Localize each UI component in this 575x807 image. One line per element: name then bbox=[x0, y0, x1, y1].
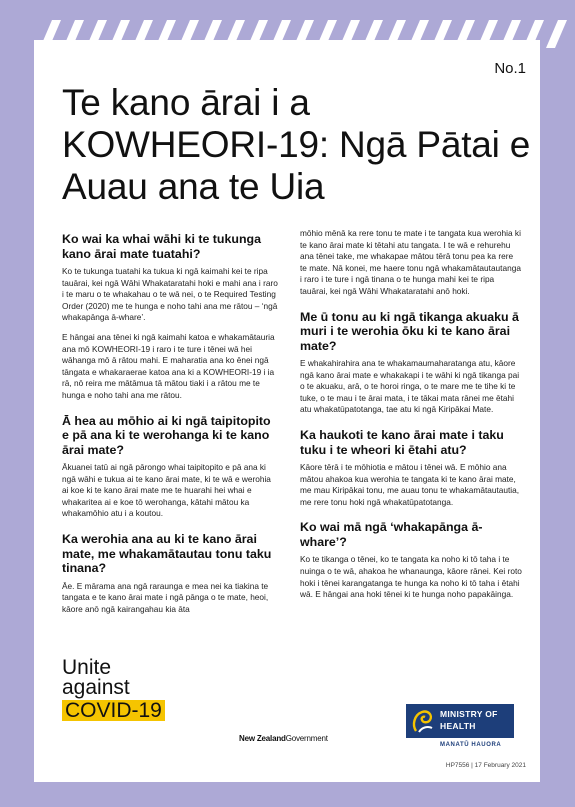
ministry-of-health-logo bbox=[406, 704, 514, 752]
issue-number: No.1 bbox=[494, 60, 526, 77]
faq-question: Me ū tonu au ki ngā tikanga akuaku ā muri i te werohia ōku ki te kano ārai mate? bbox=[300, 309, 519, 353]
faq-answer: mōhio mēnā ka rere tonu te mate i te tangata kua werohia ki te kano ārai mate ki tētahi atu tangata. I te wā e rehurehu ana tēnei take, me whakapae mātou tērā tonu pea ka rere te mate. Nā konei, me haere tonu ngā whakamātautautanga i raro i te ture i ngā tinana o te hunga mahi kei te ripa tauārai, kei ngā Wāhi Whakataratahi anō hoki. bbox=[300, 228, 521, 296]
page-title: Te kano ārai i a KOWHEORI-19: Ngā Pātai e Auau ana te Uia bbox=[62, 82, 531, 207]
unite-against-covid-logo bbox=[62, 658, 165, 721]
koru-icon bbox=[410, 707, 436, 735]
faq-answer: Ākuanei tatū ai ngā pārongo whai taipitopito e pā ana ki ngā wāhi e tukua ai te kano ārai mate, ki te wā e werohia ai koe ki te kano ārai mate me te huarahi hei whai e whakaritea ai e koe tō werohanga, kātahi mātou ka whakamōhio atu i a koutou. bbox=[62, 462, 271, 519]
faq-section bbox=[62, 532, 278, 615]
faq-question: Ko wai ka whai wāhi ki te tukunga kano ārai mate tuatahi? bbox=[62, 232, 261, 261]
faq-answer: E whakahirahira ana te whakamaumaharatanga atu, kāore ngā kano ārai mate e whakakapi i te wāhi ki ngā tikanga pai o te akuaku, arā, o te horoi ringa, o te mare me te tihe ki te tuke, o te mau i te ārai mata, i te tākai mata rānei me ētahi atu whakatūpatotanga, tae atu ki ngā Kiripākai Mate. bbox=[300, 358, 520, 415]
faq-section bbox=[300, 228, 522, 298]
faq-answer: Ko te tukunga tuatahi ka tukua ki ngā kaimahi kei te ripa tauārai, kei ngā Wāhi Whakataratahi hoki e mahi ana i raro i te maru o te whakahau o te wā nei, o te Required Testing Order (2020) me te hunga e noho tahi ana me rātou – ‘ngā whakapānga ā-whare’. bbox=[62, 266, 278, 323]
moh-logo-text bbox=[440, 708, 498, 732]
faq-question: Ā hea au mōhio ai ki ngā taipitopito e pā ana ki te werohanga ki te kano ārai mate? bbox=[62, 413, 271, 457]
faq-section bbox=[300, 310, 522, 416]
unite-logo-line: Unite bbox=[62, 656, 112, 679]
document-sheet bbox=[34, 40, 540, 782]
right-column bbox=[300, 228, 522, 613]
faq-answer: E hāngai ana tēnei ki ngā kaimahi katoa e whakamātauria ana mō KOWHEORI-19 i raro i te ture i tēnei wā hei wāhanga mō ā rātou mahi. E maharatia ana ko ēnei ngā tāngata e whakaraerae katoa ana ki a KOWHEORI-19 i ia rā, nō reira me mātāmua tā mātou tiaki i a rātou me te hunga e noho tahi ana me rātou. bbox=[62, 331, 275, 400]
govt-logo-regular: Government bbox=[285, 734, 328, 743]
govt-logo-bold: New Zealand bbox=[239, 734, 286, 743]
faq-section bbox=[300, 520, 522, 600]
left-column bbox=[62, 232, 278, 627]
stripe-mark bbox=[546, 20, 567, 48]
faq-question: Ka werohia ana au ki te kano ārai mate, me whakamātautau tonu taku tinana? bbox=[62, 532, 272, 575]
nz-government-logo bbox=[239, 734, 328, 743]
moh-line: MINISTRY OF bbox=[440, 709, 498, 719]
faq-section bbox=[62, 232, 278, 402]
faq-section bbox=[62, 414, 278, 520]
footer-code: HP7556 | 17 February 2021 bbox=[445, 762, 526, 769]
faq-question: Ko wai mā ngā ‘whakapānga ā-whare’? bbox=[300, 520, 483, 549]
moh-logo-block bbox=[406, 704, 514, 738]
unite-logo-line: against bbox=[62, 676, 130, 699]
unite-logo-highlight: COVID-19 bbox=[62, 700, 165, 721]
faq-question: Ka haukoti te kano ārai mate i taku tuku i te wheori ki ētahi atu? bbox=[300, 428, 504, 457]
faq-answer: Kāore tērā i te mōhiotia e mātou i tēnei wā. E mōhio ana mātou ahakoa kua werohia te tangata ki te kano ārai mate, me mau Kiripākai tonu, me auau tonu te whakamātautautia, me rere tonu hoki ngā whakatūpatotanga. bbox=[300, 462, 520, 507]
moh-line: HEALTH bbox=[440, 721, 476, 731]
faq-answer: Ko te tikanga o tēnei, ko te tangata ka noho ki tō taha i te nuinga o te wā, ahakoa he whanaunga, kāore rānei. Kei roto hoki i tēnei karangatanga te hunga ka noho ki tō taha i ētahi wā. E hāngai ana hoki tēnei ki te hunga noho papakāinga. bbox=[300, 554, 522, 600]
faq-section bbox=[300, 428, 522, 508]
moh-subtitle: MANATŪ HAUORA bbox=[440, 742, 502, 748]
faq-answer: Āe. E mārama ana ngā raraunga e mea nei ka tiakina te tangata e te kano ārai mate i ngā pānga o te mate, heoi, kāore anō ngā kairangahau kia āta bbox=[62, 580, 269, 614]
